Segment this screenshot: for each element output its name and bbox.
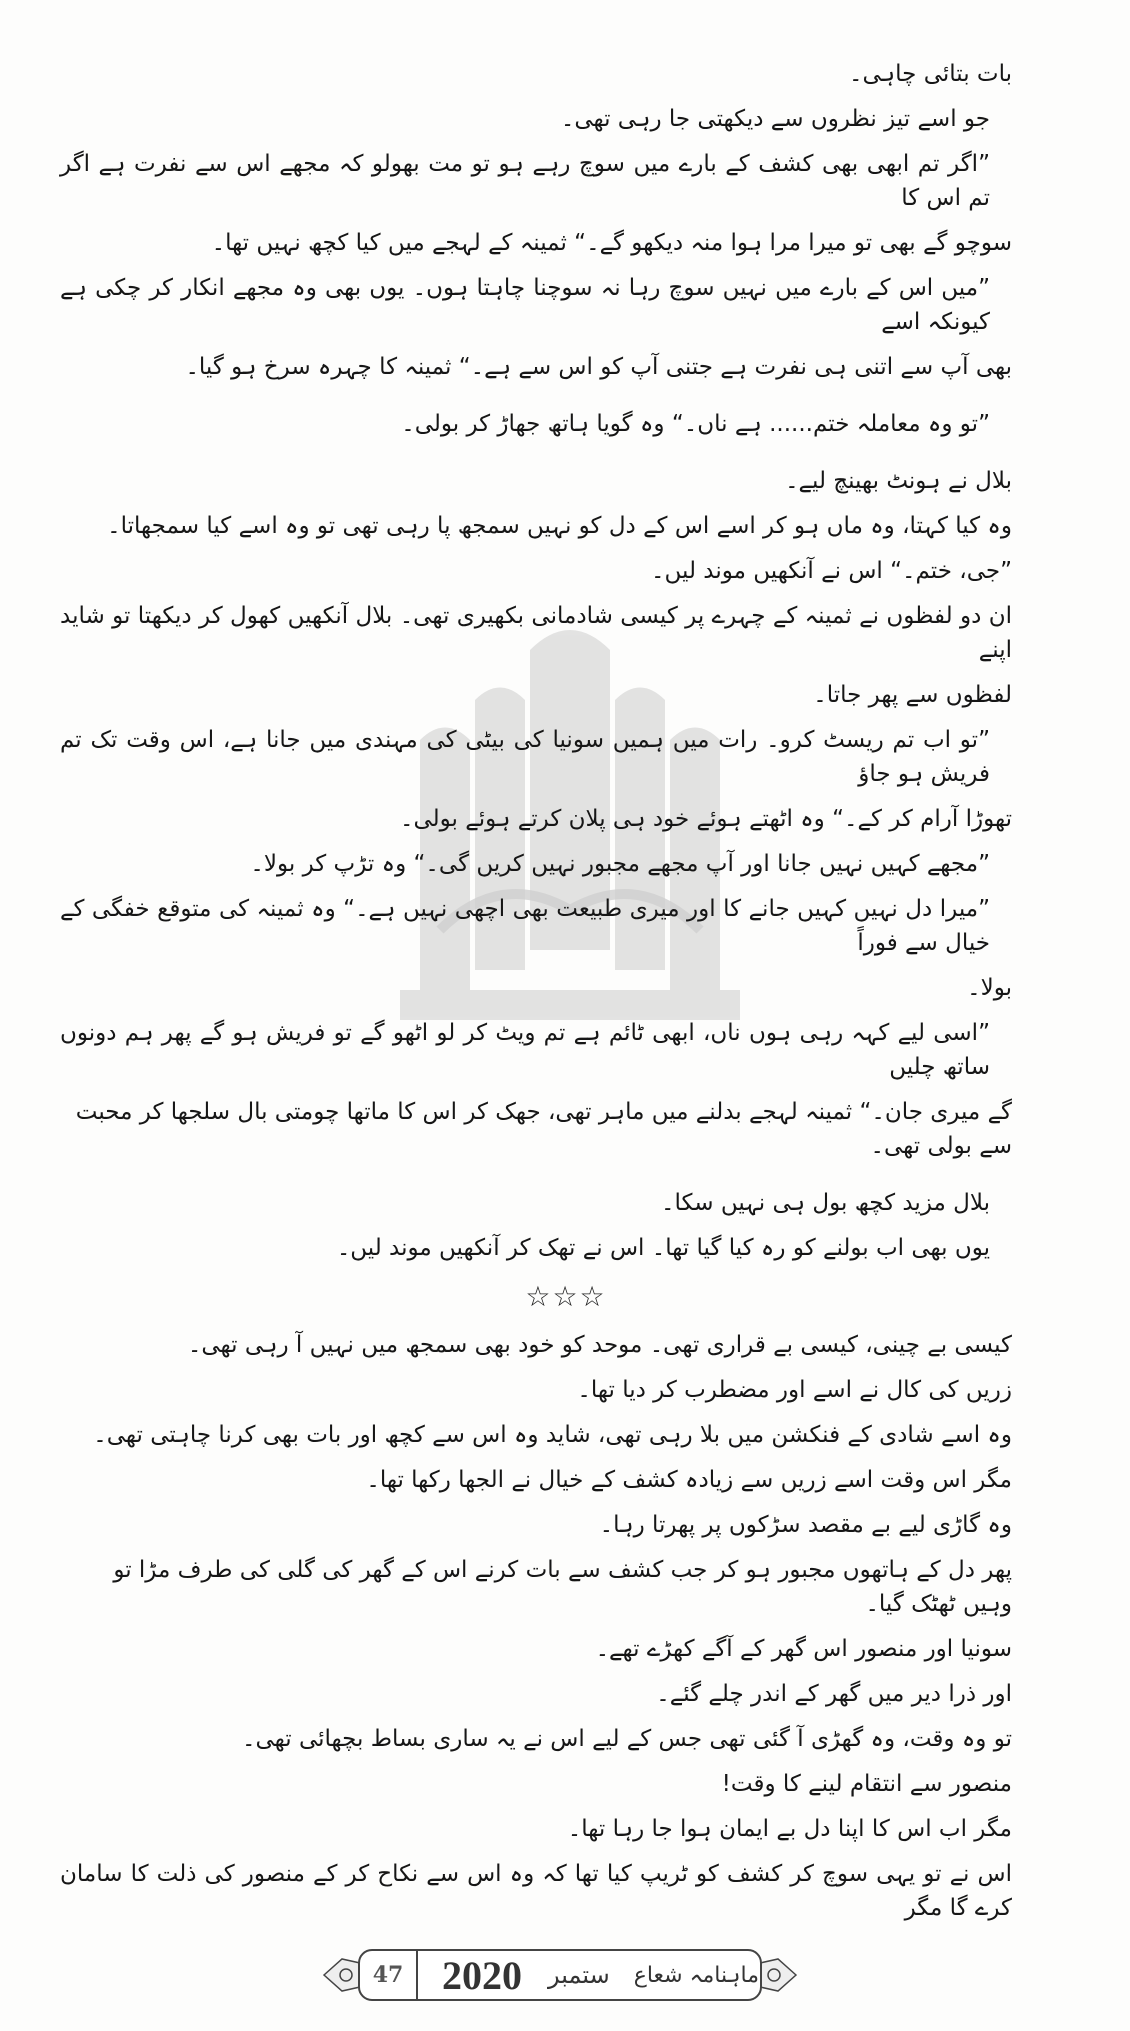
text-line: گے میری جان۔“ ثمینہ لہجے بدلنے میں ماہر تھی، جھک کر اس کا ماتھا چومتی بال سلجھا کر محبت سے بولی تھی۔ <box>75 1099 1012 1159</box>
text-line: تو وہ وقت، وہ گھڑی آ گئی تھی جس کے لیے اس نے یہ ساری بساط بچھائی تھی۔ <box>242 1726 1012 1752</box>
ornament-right-icon <box>758 1955 798 1995</box>
text-line: مگر اس وقت اسے زریں سے زیادہ کشف کے خیال نے الجھا رکھا تھا۔ <box>366 1467 1012 1493</box>
text-line: تھوڑا آرام کر کے۔“ وہ اٹھتے ہوئے خود ہی پلان کرتے ہوئے بولی۔ <box>399 806 1012 832</box>
text-line: کیسی بے چینی، کیسی بے قراری تھی۔ موحد کو خود بھی سمجھ میں نہیں آ رہی تھی۔ <box>187 1332 1012 1358</box>
text-line: بھی آپ سے اتنی ہی نفرت ہے جتنی آپ کو اس سے ہے۔“ ثمینہ کا چہرہ سرخ ہو گیا۔ <box>185 354 1012 380</box>
text-line: وہ گاڑی لیے بے مقصد سڑکوں پر پھرتا رہا۔ <box>599 1512 1012 1538</box>
footer-banner <box>358 1949 762 2001</box>
text-line: لفظوں سے پھر جاتا۔ <box>813 682 1012 708</box>
magazine-name: ماہنامہ شعاع <box>633 1962 759 1988</box>
issue-month: ستمبر <box>548 1961 610 1989</box>
text-line: ”جی، ختم۔“ اس نے آنکھیں موند لیں۔ <box>651 558 1012 584</box>
text-line: وہ اسے شادی کے فنکشن میں بلا رہی تھی، شاید وہ اس سے کچھ اور بات بھی کرنا چاہتی تھی۔ <box>93 1422 1012 1448</box>
text-line: ”اسی لیے کہہ رہی ہوں ناں، ابھی ٹائم ہے تم ویٹ کر لو اٹھو گے تو فریش ہو گے پھر ہم دونوں ساتھ چلیں <box>60 1020 990 1080</box>
text-line: ”میں اس کے بارے میں نہیں سوچ رہا نہ سوچنا چاہتا ہوں۔ یوں بھی وہ مجھے انکار کر چکی ہے کیونکہ اسے <box>60 275 990 335</box>
text-line: ”اگر تم ابھی بھی کشف کے بارے میں سوچ رہے ہو تو مت بھولو کہ مجھے اس سے نفرت ہے اگر تم اس کا <box>60 151 990 211</box>
page-number: 47 <box>360 1951 418 1999</box>
text-line: ”مجھے کہیں نہیں جانا اور آپ مجھے مجبور نہیں کریں گی۔“ وہ تڑپ کر بولا۔ <box>250 851 990 877</box>
text-line: زریں کی کال نے اسے اور مضطرب کر دیا تھا۔ <box>577 1377 1012 1403</box>
text-line: پھر دل کے ہاتھوں مجبور ہو کر جب کشف سے بات کرنے اس کے گھر کی گلی کی طرف مڑا تو وہیں ٹھٹک گیا۔ <box>113 1557 1012 1617</box>
text-line: سوچو گے بھی تو میرا مرا ہوا منہ دیکھو گے۔“ ثمینہ کے لہجے میں کیا کچھ نہیں تھا۔ <box>211 230 1012 256</box>
page-footer <box>318 1949 802 2001</box>
text-line: یوں بھی اب بولنے کو رہ کیا گیا تھا۔ اس نے تھک کر آنکھیں موند لیں۔ <box>336 1235 990 1261</box>
text-line: ان دو لفظوں نے ثمینہ کے چہرے پر کیسی شادمانی بکھیری تھی۔ بلال آنکھیں کھول کر دیکھتا تو شاید اپنے <box>60 603 1013 663</box>
ornament-left-icon <box>322 1955 362 1995</box>
section-break-stars: ☆☆☆ <box>525 1280 607 1313</box>
text-line: مگر اب اس کا اپنا دل بے ایمان ہوا جا رہا تھا۔ <box>567 1816 1012 1842</box>
text-line: بولا۔ <box>967 975 1012 1001</box>
text-line: اس نے تو یہی سوچ کر کشف کو ٹریپ کیا تھا کہ وہ اس سے نکاح کر کے منصور کی ذلت کا سامان کرے گا مگر <box>60 1861 1012 1921</box>
text-line: جو اسے تیز نظروں سے دیکھتی جا رہی تھی۔ <box>560 106 990 132</box>
text-line: منصور سے انتقام لینے کا وقت! <box>721 1771 1012 1797</box>
issue-year: 2020 <box>442 1952 522 1998</box>
text-line: بلال مزید کچھ بول ہی نہیں سکا۔ <box>661 1190 990 1216</box>
text-line: بات بتائی چاہی۔ <box>849 61 1012 87</box>
text-line: اور ذرا دیر میں گھر کے اندر چلے گئے۔ <box>656 1681 1012 1707</box>
text-line: وہ کیا کہتا، وہ ماں ہو کر اسے اس کے دل کو نہیں سمجھ پا رہی تھی تو وہ اسے کیا سمجھاتا۔ <box>107 513 1012 539</box>
text-line: ”تو اب تم ریسٹ کرو۔ رات میں ہمیں سونیا کی بیٹی کی مہندی میں جانا ہے، اس وقت تک تم فریش ہو جاؤ <box>60 727 990 787</box>
text-line: سونیا اور منصور اس گھر کے آگے کھڑے تھے۔ <box>595 1636 1012 1662</box>
text-line: ”میرا دل نہیں کہیں جانے کا اور میری طبیعت بھی اچھی نہیں ہے۔“ وہ ثمینہ کی متوقع خفگی کے خیال سے فوراً <box>60 896 990 956</box>
text-line: بلال نے ہونٹ بھینچ لیے۔ <box>785 468 1012 494</box>
text-line: ”تو وہ معاملہ ختم...... ہے ناں۔“ وہ گویا ہاتھ جھاڑ کر بولی۔ <box>401 411 990 437</box>
